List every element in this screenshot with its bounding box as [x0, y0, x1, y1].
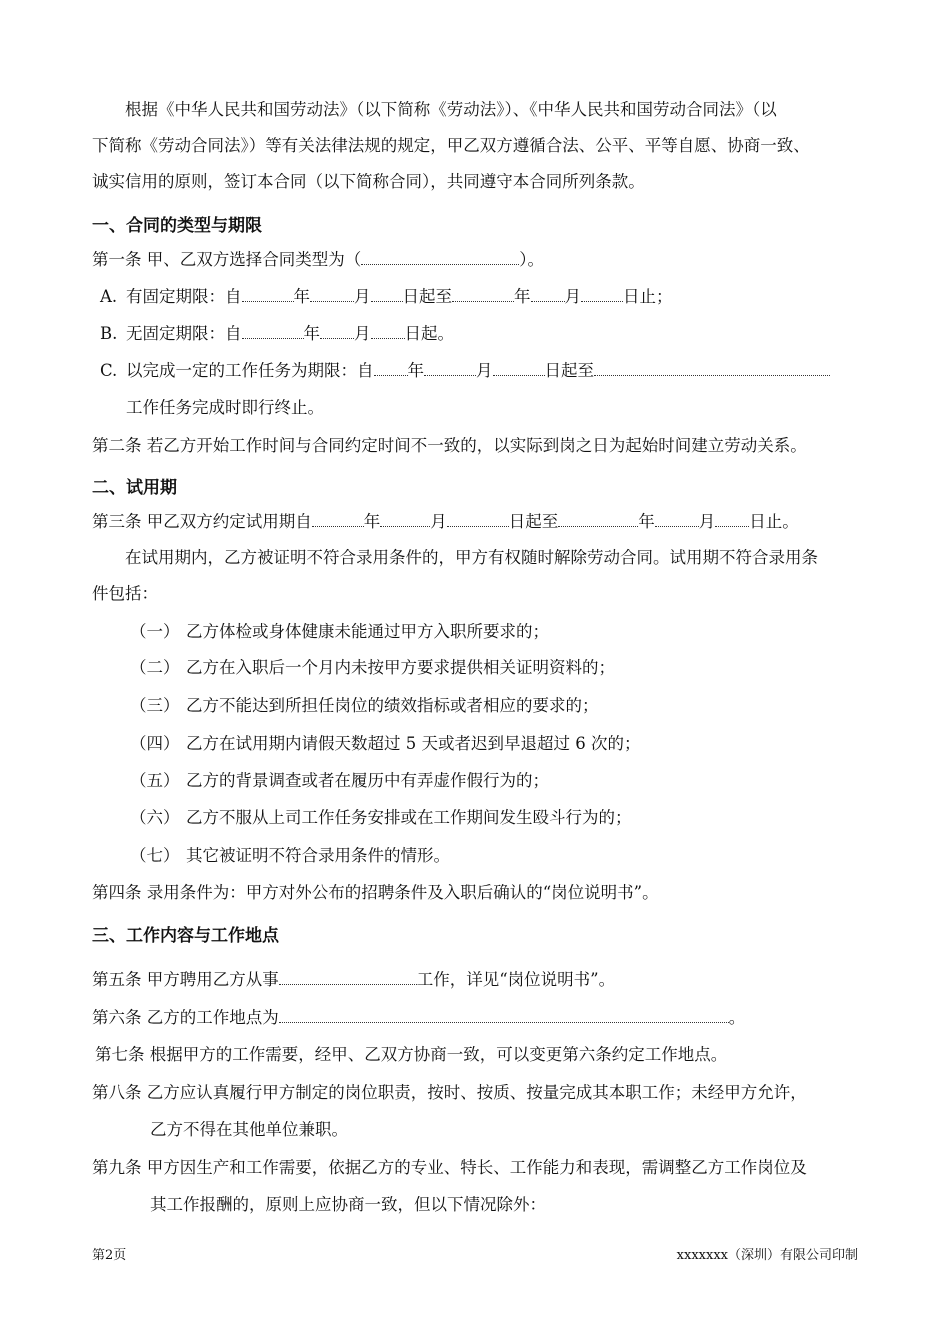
day-label: 日起至: [508, 512, 559, 531]
probation-end-year-blank[interactable]: [558, 510, 638, 527]
probation-para-line-1: 在试用期内，乙方被证明不符合录用条件的，甲方有权随时解除劳动合同。试用期不符合录用条: [125, 548, 818, 567]
condition-item: [130, 656, 615, 680]
article-1-text: 第一条 甲、乙双方选择合同类型为（: [92, 250, 362, 269]
job-title-blank[interactable]: [279, 968, 417, 985]
option-c-month-blank[interactable]: [424, 359, 476, 376]
year-label: 年: [303, 324, 320, 343]
day-label: 日起。: [404, 324, 454, 343]
condition-number: （七）: [130, 846, 180, 865]
option-a-day-blank[interactable]: [371, 285, 403, 302]
option-a-month-blank[interactable]: [310, 285, 354, 302]
condition-text: 乙方在试用期内请假天数超过 5 天或者迟到早退超过 6 次的；: [186, 734, 641, 753]
option-a-year-blank[interactable]: [242, 285, 294, 302]
option-c-text: 以完成一定的工作任务为期限：自: [126, 361, 374, 380]
probation-start-year-blank[interactable]: [312, 510, 364, 527]
condition-text: 乙方不能达到所担任岗位的绩效指标或者相应的要求的；: [186, 696, 599, 715]
year-label: 年: [407, 361, 424, 380]
option-a-label: A.: [100, 287, 118, 306]
condition-number: （一）: [130, 622, 180, 641]
section-3-title: 三、工作内容与工作地点: [92, 926, 279, 946]
probation-end-month-blank[interactable]: [655, 510, 699, 527]
condition-text: 乙方的背景调查或者在履历中有弄虚作假行为的；: [186, 771, 549, 790]
option-c-task-blank[interactable]: [594, 359, 830, 376]
year-label: 年: [514, 287, 531, 306]
option-b-month-blank[interactable]: [320, 322, 354, 339]
article-6-text: 第六条 乙方的工作地点为: [92, 1008, 279, 1027]
year-label: 年: [293, 287, 310, 306]
option-a-day2-blank[interactable]: [581, 285, 623, 302]
intro-line-1: 根据《中华人民共和国劳动法》（以下简称《劳动法》）、《中华人民共和国劳动合同法》（以: [125, 100, 777, 119]
condition-number: （六）: [130, 808, 180, 827]
month-label: 月: [476, 361, 493, 380]
option-c-label: C.: [100, 361, 118, 380]
page-number: 第2页: [92, 1248, 127, 1263]
condition-item: [130, 620, 549, 644]
article-9-line-2: 其工作报酬的，原则上应协商一致，但以下情况除外：: [150, 1195, 546, 1214]
option-b-year-blank[interactable]: [242, 322, 304, 339]
day-label: 日止；: [623, 287, 673, 306]
article-5-tail: 工作，详见“岗位说明书”。: [416, 970, 616, 989]
contract-type-blank[interactable]: [361, 248, 519, 265]
condition-item: [130, 806, 632, 830]
option-a-year2-blank[interactable]: [452, 285, 514, 302]
year-label: 年: [363, 512, 381, 531]
article-9-line-1: 第九条 甲方因生产和工作需要，依据乙方的专业、特长、工作能力和表现，需调整乙方工作岗位及: [92, 1158, 807, 1177]
option-b: [100, 322, 454, 346]
article-1-close: ）。: [519, 250, 544, 269]
option-b-label: B.: [100, 324, 118, 343]
day-label: 日起至: [402, 287, 452, 306]
condition-item: [130, 844, 450, 868]
article-1: [92, 248, 544, 272]
probation-start-day-blank[interactable]: [447, 510, 509, 527]
month-label: 月: [564, 287, 581, 306]
probation-para-line-2: 件包括：: [92, 584, 158, 603]
condition-text: 乙方不服从上司工作任务安排或在工作期间发生殴斗行为的；: [186, 808, 632, 827]
option-a-month2-blank[interactable]: [531, 285, 565, 302]
article-6-tail: 。: [728, 1008, 746, 1027]
intro-line-2: 下简称《劳动合同法》）等有关法律法规的规定，甲乙双方遵循合法、公平、平等自愿、协商一致、: [92, 136, 810, 155]
day-label: 日起至: [544, 361, 594, 380]
condition-text: 乙方在入职后一个月内未按甲方要求提供相关证明资料的；: [186, 658, 615, 677]
company-imprint: xxxxxxx（深圳）有限公司印制: [676, 1248, 858, 1263]
probation-end-day-blank[interactable]: [715, 510, 749, 527]
option-c-year-blank[interactable]: [374, 359, 408, 376]
condition-number: （二）: [130, 658, 180, 677]
intro-line-3: 诚实信用的原则，签订本合同（以下简称合同），共同遵守本合同所列条款。: [92, 172, 645, 191]
day-label: 日止。: [749, 512, 799, 531]
section-1-title: 一、合同的类型与期限: [92, 216, 262, 236]
article-2: 第二条 若乙方开始工作时间与合同约定时间不一致的，以实际到岗之日为起始时间建立劳动关系。: [92, 436, 807, 455]
article-8-line-2: 乙方不得在其他单位兼职。: [150, 1120, 348, 1139]
option-a-text: 有固定期限：自: [126, 287, 242, 306]
option-a: [100, 285, 673, 309]
option-c-day-blank[interactable]: [493, 359, 545, 376]
option-b-day-blank[interactable]: [371, 322, 405, 339]
condition-number: （五）: [130, 771, 180, 790]
option-c-continuation: 工作任务完成时即行终止。: [126, 398, 324, 417]
article-7: 第七条 根据甲方的工作需要，经甲、乙双方协商一致，可以变更第六条约定工作地点。: [95, 1045, 728, 1064]
article-4: 第四条 录用条件为：甲方对外公布的招聘条件及入职后确认的“岗位说明书”。: [92, 883, 659, 902]
condition-number: （四）: [130, 734, 180, 753]
probation-start-month-blank[interactable]: [380, 510, 430, 527]
article-5: [92, 968, 615, 992]
section-2-title: 二、试用期: [92, 478, 177, 498]
condition-item: [130, 732, 640, 756]
year-label: 年: [638, 512, 655, 531]
work-location-blank[interactable]: [279, 1006, 729, 1023]
month-label: 月: [430, 512, 447, 531]
condition-item: [130, 769, 549, 793]
condition-number: （三）: [130, 696, 180, 715]
article-5-text: 第五条 甲方聘用乙方从事: [92, 970, 279, 989]
article-3: [92, 510, 799, 534]
option-c: [100, 359, 830, 383]
month-label: 月: [354, 324, 371, 343]
article-6: [92, 1006, 745, 1030]
article-3-text: 第三条 甲乙双方约定试用期自: [92, 512, 312, 531]
option-b-text: 无固定期限：自: [126, 324, 242, 343]
month-label: 月: [698, 512, 716, 531]
article-8-line-1: 第八条 乙方应认真履行甲方制定的岗位职责，按时、按质、按量完成其本职工作；未经甲方允许，: [92, 1083, 807, 1102]
month-label: 月: [354, 287, 371, 306]
condition-text: 乙方体检或身体健康未能通过甲方入职所要求的；: [186, 622, 549, 641]
condition-item: [130, 694, 599, 718]
condition-text: 其它被证明不符合录用条件的情形。: [186, 846, 450, 865]
